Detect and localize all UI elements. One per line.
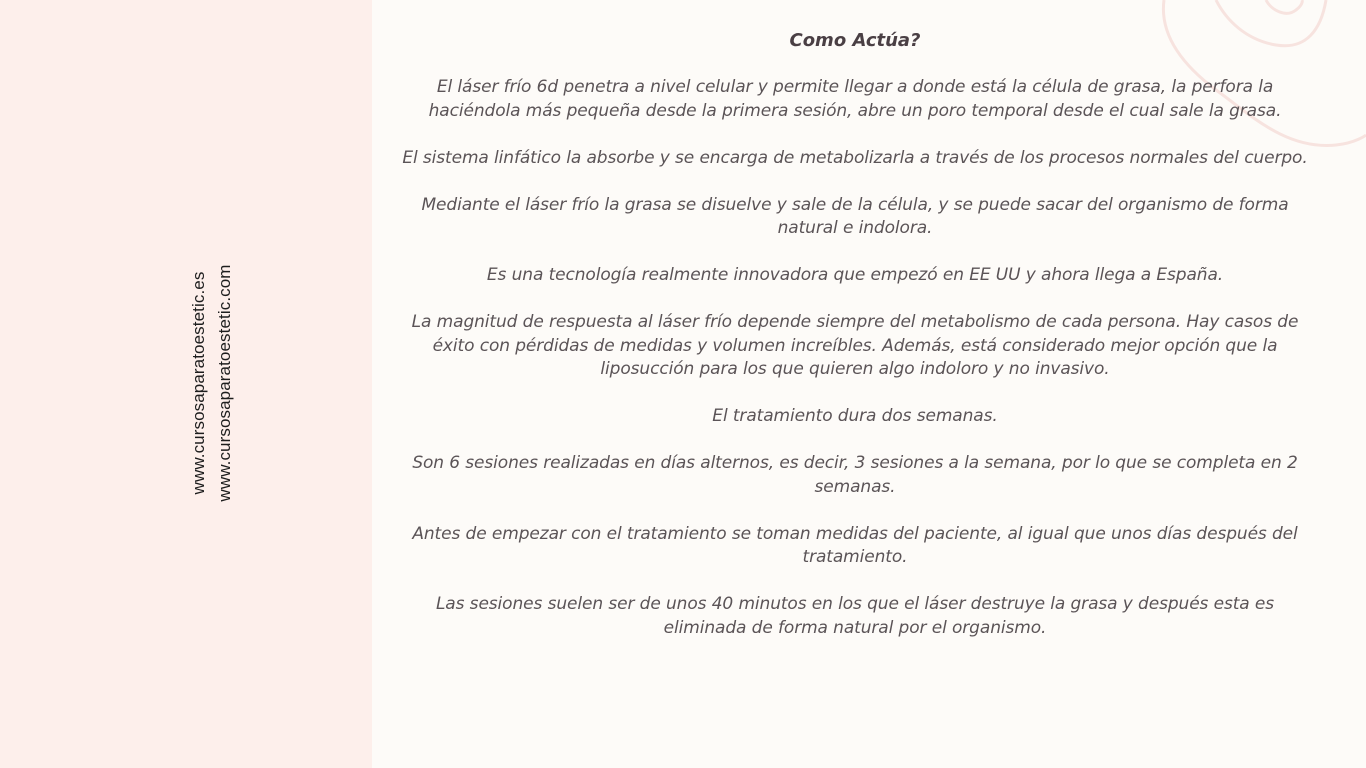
- website-link-es[interactable]: www.cursosaparatoestetic.es: [189, 271, 208, 495]
- paragraph-1: El láser frío 6d penetra a nivel celular y permite llegar a donde está la célula de grasa, la perfora la haciéndola más pequeña desde la primera sesión, abre un poro temporal desde el cual sale la grasa.: [428, 77, 1282, 121]
- main-content: [392, 29, 1318, 664]
- page-title: Como Actúa?: [789, 30, 921, 51]
- paragraph-6: El tratamiento dura dos semanas.: [712, 406, 998, 426]
- paragraph-5: La magnitud de respuesta al láser frío depende siempre del metabolismo de cada persona. Hay casos de éxito con pérdidas de medidas y volumen increíbles. Además, está considerado mejor opción que la liposucción para los que quieren algo indoloro y no invasivo.: [411, 312, 1299, 379]
- rotated-website-links: [187, 264, 237, 501]
- paragraph-7: Son 6 sesiones realizadas en días alternos, es decir, 3 sesiones a la semana, por lo que se completa en 2 semanas.: [412, 453, 1298, 497]
- paragraph-3: Mediante el láser frío la grasa se disuelve y sale de la célula, y se puede sacar del organismo de forma natural e indolora.: [421, 194, 1289, 238]
- paragraph-8: Antes de empezar con el tratamiento se toman medidas del paciente, al igual que unos días después del tratamiento.: [412, 523, 1298, 567]
- paragraph-2: El sistema linfático la absorbe y se encarga de metabolizarla a través de los procesos normales del cuerpo.: [402, 147, 1308, 168]
- left-sidebar-panel: [0, 0, 372, 768]
- website-link-com[interactable]: www.cursosaparatoestetic.com: [215, 264, 234, 502]
- paragraph-4: Es una tecnología realmente innovadora que empezó en EE UU y ahora llega a España.: [486, 265, 1224, 285]
- paragraph-9: Las sesiones suelen ser de unos 40 minutos en los que el láser destruye la grasa y después esta es eliminada de forma natural por el organismo.: [435, 594, 1275, 638]
